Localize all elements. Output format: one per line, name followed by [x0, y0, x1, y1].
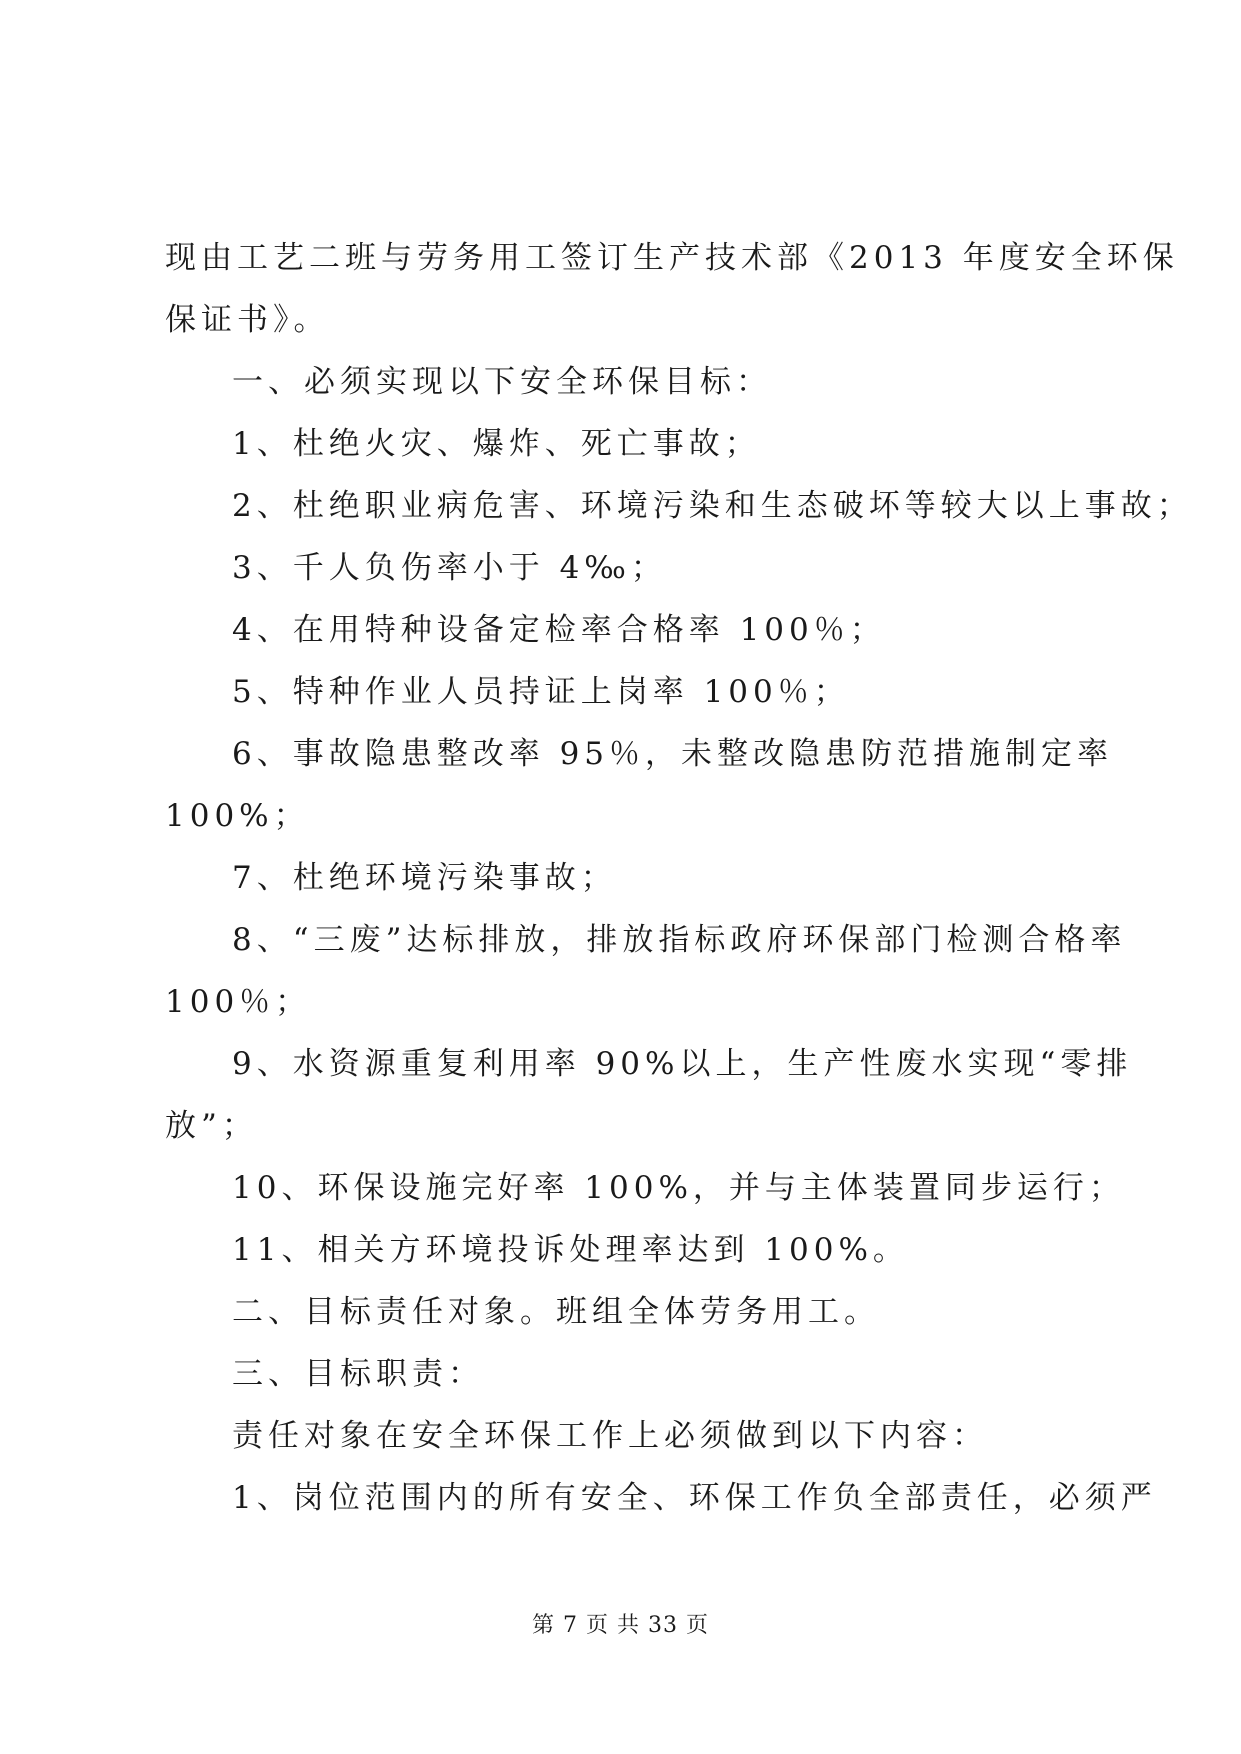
list-item-8-continued: 100％； [165, 984, 312, 1020]
list-item-2: 2、杜绝职业病危害、环境污染和生态破坏等较大以上事故； [232, 488, 1193, 524]
list-item-9: 9、水资源重复利用率 90%以上，生产性废水实现“零排 [232, 1046, 1133, 1082]
body-line-duties-intro: 责任对象在安全环保工作上必须做到以下内容： [232, 1418, 988, 1454]
list-item-3: 3、千人负伤率小于 4‰； [232, 550, 667, 586]
list-item-1: 1、杜绝火灾、爆炸、死亡事故； [232, 426, 761, 462]
section-heading-2: 二、目标责任对象。班组全体劳务用工。 [232, 1294, 880, 1330]
list-item-6: 6、事故隐患整改率 95％，未整改隐患防范措施制定率 [232, 736, 1114, 772]
list-item-4: 4、在用特种设备定检率合格率 100％； [232, 612, 886, 648]
section-heading-1: 一、必须实现以下安全环保目标： [232, 364, 772, 400]
list-item-5: 5、特种作业人员持证上岗率 100％； [232, 674, 850, 710]
body-line-1: 现由工艺二班与劳务用工签订生产技术部《2013 年度安全环保 [165, 240, 1179, 276]
body-line-2: 保证书》。 [165, 302, 330, 338]
page-number-footer: 第 7 页 共 33 页 [532, 1613, 709, 1638]
list-item-11: 11、相关方环境投诉处理率达到 100%。 [232, 1232, 909, 1268]
list-item-9-continued: 放”； [165, 1108, 258, 1144]
list-item-8: 8、“三废”达标排放，排放指标政府环保部门检测合格率 [232, 922, 1127, 958]
list-item-7: 7、杜绝环境污染事故； [232, 860, 617, 896]
list-item-10: 10、环保设施完好率 100%，并与主体装置同步运行； [232, 1170, 1125, 1206]
list-item-6-continued: 100%； [165, 798, 310, 834]
section-heading-3: 三、目标职责： [232, 1356, 484, 1392]
duty-item-1: 1、岗位范围内的所有安全、环保工作负全部责任，必须严 [232, 1480, 1157, 1516]
